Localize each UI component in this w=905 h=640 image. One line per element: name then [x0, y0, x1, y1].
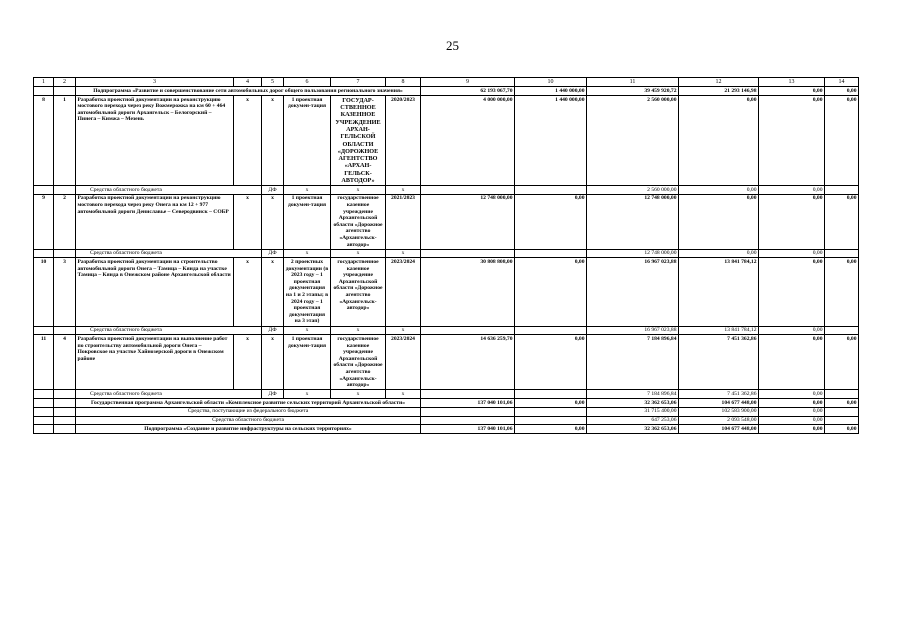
budget-table: [33, 77, 859, 434]
empty-cell: [54, 407, 76, 416]
amount-c11: 647 253,06: [587, 416, 679, 425]
amount-c12: 13 841 784,12: [679, 258, 759, 326]
amount-c12: 21 293 146,98: [679, 87, 759, 96]
empty-cell: [54, 249, 76, 258]
source-label: Средства областного бюджета: [76, 326, 262, 335]
empty-cell: [421, 249, 515, 258]
funding-source-row: [34, 249, 859, 258]
c7: х: [331, 390, 386, 399]
amount-c11: 7 184 896,84: [587, 390, 679, 399]
amount-c14: 0,00: [825, 425, 859, 434]
table-row: [34, 194, 859, 249]
c6: х: [284, 390, 331, 399]
federal-funds-row: [34, 407, 859, 416]
empty-cell: [421, 185, 515, 194]
c5: х: [262, 194, 284, 249]
amount-c12: 7 451 362,86: [679, 390, 759, 399]
amount-c14: 0,00: [825, 335, 859, 390]
table-row: [34, 335, 859, 390]
amount-c11: 12 748 000,00: [587, 194, 679, 249]
empty-cell: [54, 416, 76, 425]
column-number-2: 2: [54, 78, 76, 87]
amount-c11: 2 560 000,00: [587, 96, 679, 186]
project-name: Разработка проектной документации на реконструкцию мостового перехода через реку Вожмерожка на км 60 + 464 автомобильной дороги Архангельск – Белогорский – Пинега – Кимжа – Мезень: [76, 96, 234, 186]
empty-cell: [54, 326, 76, 335]
empty-cell: [515, 185, 587, 194]
empty-cell: [34, 326, 54, 335]
amount-c9: 62 193 067,70: [421, 87, 515, 96]
row-subindex: 1: [54, 96, 76, 186]
row-subindex: 4: [54, 335, 76, 390]
amount-c12: 0,00: [679, 194, 759, 249]
c7: х: [331, 249, 386, 258]
empty-cell: [34, 416, 54, 425]
amount-c12: 2 093 548,00: [679, 416, 759, 425]
row-subindex: 3: [54, 258, 76, 326]
amount-c9: 12 748 000,00: [421, 194, 515, 249]
column-number-6: 6: [284, 78, 331, 87]
empty-cell: [34, 407, 54, 416]
empty-cell: [825, 249, 859, 258]
amount-c13: 0,00: [759, 407, 825, 416]
column-number-row: [34, 78, 859, 87]
column-number-9: 9: [421, 78, 515, 87]
executor: ГОСУДАР-СТВЕННОЕ КАЗЕННОЕ УЧРЕЖДЕНИЕ АРХАН-ГЕЛЬСКОЙ ОБЛАСТИ «ДОРОЖНОЕ АГЕНТСТВО «АРХАН-ГЕЛЬСК-АВТОДОР»: [331, 96, 386, 186]
regional-funds-row: [34, 416, 859, 425]
empty-cell: [34, 399, 54, 408]
amount-c13: 0,00: [759, 390, 825, 399]
empty-cell: [54, 425, 76, 434]
deliverable: 2 проектных документации (в 2023 году – 1 проектная документация на 1 и 2 этапы; в 2024 году – 1 проектная документация на 3 этап): [284, 258, 331, 326]
row-title: Подпрограмма «Создание и развитие инфраструктуры на сельских территориях»: [76, 425, 421, 434]
c7: х: [331, 185, 386, 194]
row-index: 9: [34, 194, 54, 249]
amount-c12: 7 451 362,86: [679, 335, 759, 390]
project-name: Разработка проектной документации на строительство автомобильной дороги Онега – Тамица – Кянда на участке Тамица – Кянда в Онежском районе Архангельской области: [76, 258, 234, 326]
amount-c13: 0,00: [759, 425, 825, 434]
empty-cell: [515, 249, 587, 258]
amount-c14: 0,00: [825, 258, 859, 326]
empty-cell: [421, 326, 515, 335]
table-row: [34, 96, 859, 186]
empty-cell: [34, 425, 54, 434]
project-name: Разработка проектной документации на выполнение работ по строительству автомобильной дороги Онега – Покровское на участке Хайнозерской дороги в Онежском районе: [76, 335, 234, 390]
empty-cell: [54, 87, 76, 96]
c6: х: [284, 326, 331, 335]
empty-cell: [515, 416, 587, 425]
amount-c11: 16 967 023,88: [587, 258, 679, 326]
empty-cell: [825, 326, 859, 335]
empty-cell: [34, 390, 54, 399]
empty-cell: [34, 249, 54, 258]
funds-label: Средства областного бюджета: [76, 416, 421, 425]
funding-source-row: [34, 185, 859, 194]
row-title: Подпрограмма «Развитие и совершенствование сети автомобильных дорог общего пользования регионального значения»: [76, 87, 421, 96]
deliverable: 1 проектная докумен-тация: [284, 335, 331, 390]
amount-c11: 39 459 920,72: [587, 87, 679, 96]
c8: х: [386, 249, 421, 258]
subprogram-total-row: [34, 425, 859, 434]
source-type: ДФ: [262, 249, 284, 258]
column-number-8: 8: [386, 78, 421, 87]
funds-label: Средства, поступающие из федерального бюджета: [76, 407, 421, 416]
amount-c14: 0,00: [825, 87, 859, 96]
empty-cell: [34, 185, 54, 194]
page-number: 25: [446, 38, 459, 53]
funding-source-row: [34, 326, 859, 335]
empty-cell: [421, 416, 515, 425]
amount-c11: 16 967 023,88: [587, 326, 679, 335]
period: 2023/2024: [386, 258, 421, 326]
state-program-total-row: [34, 399, 859, 408]
amount-c11: 2 560 000,00: [587, 185, 679, 194]
c4: х: [234, 335, 262, 390]
c4: х: [234, 258, 262, 326]
amount-c13: 0,00: [759, 416, 825, 425]
empty-cell: [825, 416, 859, 425]
deliverable: 1 проектная докумен-тация: [284, 96, 331, 186]
column-number-7: 7: [331, 78, 386, 87]
c5: х: [262, 258, 284, 326]
executor: государственное казенное учреждение Архангельской области «Дорожное агентство «Архангельск-автодор»: [331, 258, 386, 326]
empty-cell: [515, 326, 587, 335]
source-label: Средства областного бюджета: [76, 249, 262, 258]
amount-c12: 104 677 448,00: [679, 399, 759, 408]
amount-c12: 0,00: [679, 96, 759, 186]
subprogram-total-row: [34, 87, 859, 96]
amount-c10: 0,00: [515, 399, 587, 408]
c8: х: [386, 390, 421, 399]
amount-c12: 13 841 784,12: [679, 326, 759, 335]
empty-cell: [54, 185, 76, 194]
amount-c12: 0,00: [679, 185, 759, 194]
amount-c11: 12 748 000,00: [587, 249, 679, 258]
c8: х: [386, 326, 421, 335]
column-number-10: 10: [515, 78, 587, 87]
empty-cell: [421, 390, 515, 399]
c5: х: [262, 335, 284, 390]
amount-c13: 0,00: [759, 194, 825, 249]
c6: х: [284, 185, 331, 194]
row-subindex: 2: [54, 194, 76, 249]
amount-c10: 0,00: [515, 258, 587, 326]
amount-c12: 104 677 448,00: [679, 425, 759, 434]
amount-c13: 0,00: [759, 249, 825, 258]
executor: государственное казенное учреждение Архангельской области «Дорожное агентство «Архангельск-автодор»: [331, 335, 386, 390]
column-number-11: 11: [587, 78, 679, 87]
row-index: 11: [34, 335, 54, 390]
amount-c12: 0,00: [679, 249, 759, 258]
amount-c14: 0,00: [825, 399, 859, 408]
empty-cell: [54, 399, 76, 408]
empty-cell: [54, 390, 76, 399]
empty-cell: [421, 407, 515, 416]
row-title: Государственная программа Архангельской области «Комплексное развитие сельских территорий Архангельской области»: [76, 399, 421, 408]
amount-c9: 4 000 000,00: [421, 96, 515, 186]
amount-c11: 31 715 400,00: [587, 407, 679, 416]
amount-c9: 137 040 101,06: [421, 425, 515, 434]
amount-c13: 0,00: [759, 96, 825, 186]
deliverable: 1 проектная докумен-тация: [284, 194, 331, 249]
period: 2023/2024: [386, 335, 421, 390]
c4: х: [234, 194, 262, 249]
column-number-1: 1: [34, 78, 54, 87]
amount-c13: 0,00: [759, 87, 825, 96]
amount-c11: 32 362 653,06: [587, 399, 679, 408]
funding-source-row: [34, 390, 859, 399]
source-type: ДФ: [262, 185, 284, 194]
amount-c13: 0,00: [759, 185, 825, 194]
empty-cell: [825, 407, 859, 416]
amount-c13: 0,00: [759, 326, 825, 335]
source-label: Средства областного бюджета: [76, 185, 262, 194]
amount-c10: 1 440 000,00: [515, 87, 587, 96]
c7: х: [331, 326, 386, 335]
c6: х: [284, 249, 331, 258]
c8: х: [386, 185, 421, 194]
row-index: 8: [34, 96, 54, 186]
column-number-14: 14: [825, 78, 859, 87]
period: 2021/2023: [386, 194, 421, 249]
amount-c13: 0,00: [759, 399, 825, 408]
empty-cell: [825, 185, 859, 194]
executor: государственное казенное учреждение Архангельской области «Дорожное агентство «Архангельск-автодор»: [331, 194, 386, 249]
amount-c10: 0,00: [515, 194, 587, 249]
amount-c10: 0,00: [515, 335, 587, 390]
row-index: 10: [34, 258, 54, 326]
empty-cell: [34, 87, 54, 96]
amount-c14: 0,00: [825, 194, 859, 249]
source-type: ДФ: [262, 390, 284, 399]
amount-c11: 32 362 653,06: [587, 425, 679, 434]
amount-c10: 0,00: [515, 425, 587, 434]
column-number-13: 13: [759, 78, 825, 87]
amount-c11: 7 184 896,84: [587, 335, 679, 390]
column-number-12: 12: [679, 78, 759, 87]
amount-c9: 137 040 101,06: [421, 399, 515, 408]
amount-c9: 14 636 259,70: [421, 335, 515, 390]
project-name: Разработка проектной документации на реконструкцию мостового перехода через реку Онега на км 12 + 977 автомобильной дороги Дениславье – Северодвинск – СОБР: [76, 194, 234, 249]
source-label: Средства областного бюджета: [76, 390, 262, 399]
column-number-3: 3: [76, 78, 234, 87]
empty-cell: [515, 390, 587, 399]
column-number-5: 5: [262, 78, 284, 87]
c4: х: [234, 96, 262, 186]
empty-cell: [515, 407, 587, 416]
amount-c14: 0,00: [825, 96, 859, 186]
amount-c13: 0,00: [759, 335, 825, 390]
empty-cell: [825, 390, 859, 399]
source-type: ДФ: [262, 326, 284, 335]
amount-c9: 30 808 808,00: [421, 258, 515, 326]
period: 2020/2023: [386, 96, 421, 186]
c5: х: [262, 96, 284, 186]
amount-c13: 0,00: [759, 258, 825, 326]
table-row: [34, 258, 859, 326]
column-number-4: 4: [234, 78, 262, 87]
amount-c10: 1 440 000,00: [515, 96, 587, 186]
amount-c12: 102 583 900,00: [679, 407, 759, 416]
